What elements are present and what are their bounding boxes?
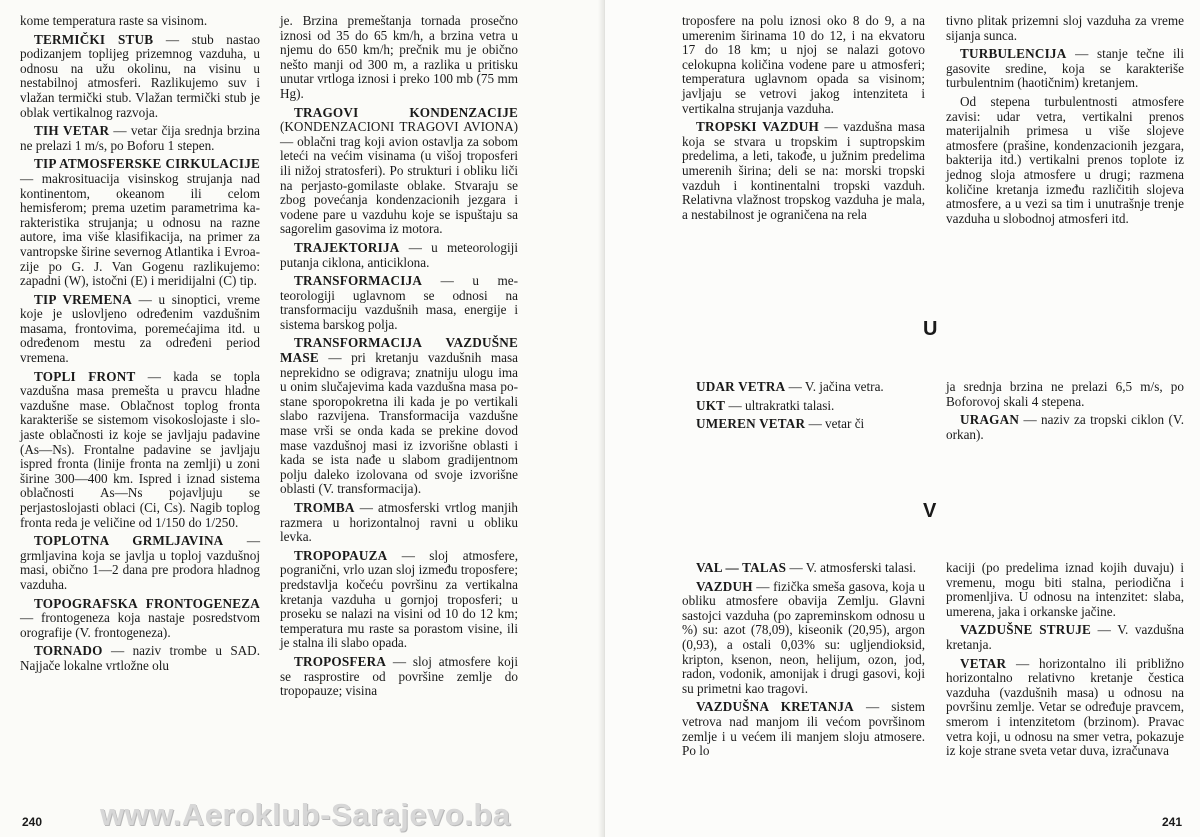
entry-continuation: je. Brzina premeštanja tornada prosečno iznosi od 35 do 65 km/h, a brzina vetra u njemu do 650 km/h; prečnik mu je obično nešto manji od 300 m, a razlika u pritisku unutar vrtloga iznosi i preko 100 mb (75 mm Hg). <box>280 13 518 101</box>
dictionary-entry <box>682 561 925 576</box>
entry-continuation: kome temperatura raste sa visinom. <box>20 13 208 28</box>
page-number-left: 240 <box>22 815 43 829</box>
entry-headword: TOPLOTNA GRMLJAVINA <box>34 533 224 549</box>
dictionary-entry <box>20 293 260 366</box>
dictionary-entry <box>20 534 260 592</box>
dictionary-entry <box>682 700 925 758</box>
entry-headword: TURBULENCIJA <box>960 46 1067 62</box>
entry-definition: — naziv za tropski ciklon (V. orkan). <box>946 412 1184 442</box>
entry-continuation: ja srednja brzina ne prelazi 6,5 m/s, po Boforovoj skali 4 stepena. <box>946 379 1184 409</box>
entry-headword: TRANSFORMACIJA VAZDUŠNE MASE <box>280 335 518 366</box>
entry-headword: TERMIČKI STUB <box>34 31 154 47</box>
dictionary-entry <box>682 399 925 414</box>
entry-definition: — kada se topla vazdušna masa premešta u pravcu hladne vazdušne mase. Oblačnost toplog fronta karakteriše se sistemom visokoslojaste i slojaste oblačnosti iz koje se javljaju padavine (As—Ns). Frontalne padavine se javljaju ispred fronta (linije fronta na zemlji) u zoni širine 300—400 km. Ispred i iznad sistema oblačnosti As—Ns pojavljuju se perjastoslojasti oblaci (Ci, Cs). Nagib toplog fronta reda je veličine od 1/150 do 1/250. <box>20 368 260 530</box>
entry-definition: — sistem vetrova nad manjom ili većom površinom zemlje i u većem ili manjem sloju atmosere. Po lo <box>682 699 925 759</box>
entry-definition: — stanje tečne ili gasovite sredine, koja se karakteriše turbulentnim (haotičnim) kretanjem. <box>946 46 1184 91</box>
left-col-1 <box>20 14 260 678</box>
dictionary-entry <box>946 623 1184 652</box>
entry-headword: TIH VETAR <box>34 123 110 139</box>
entry-headword: URAGAN <box>960 412 1020 428</box>
entry-definition: — sloj atmosfere, pogranični, vrlo uzan sloj između troposfere; predstavlja kočeću površinu za vertikalna kretanja vazduha u gornjoj troposferi; u proseku se nalazi na visini od 10 do 12 km; temperatura mu raste sa porastom visine, ili je stalna ili slabo opada. <box>280 547 518 651</box>
entry-headword: TOPLI FRONT <box>34 368 136 384</box>
entry-headword: VETAR <box>960 655 1007 671</box>
right-col-1 <box>682 14 925 226</box>
left-col-2 <box>280 14 518 703</box>
v-col-2 <box>946 561 1184 763</box>
entry-headword: VAZDUŠNE STRUJE <box>960 622 1092 638</box>
entry-definition: (KONDENZACIONI TRAGOVI AVIONA) — oblačni trag koji avion ostavlja za sobom leteći na većim visinama (u višoj troposferi ili nižoj stratosferi). Po strukturi i obliku liči na perjasto-gomilaste oblake. Stvaraju se zbog povećanja kondenzacionih jezgara i vodene pare u vazduhu koje se ispuštaju sa sagorelim gasovima iz motora. <box>280 119 518 237</box>
dictionary-entry <box>280 106 518 237</box>
right-page <box>605 0 1200 837</box>
dictionary-entry <box>682 380 925 395</box>
entry-headword: UDAR VETRA <box>696 379 786 394</box>
entry-definition: — sloj atmosfere koji se rasprostire od površine zemlje do tropopauze; visina <box>280 653 518 699</box>
dictionary-entry <box>20 33 260 121</box>
entry-continuation: Od stepena turbulentnosti atmosfere zavisi: udar vetra, vertikalni prenos materijalnih primesa u više slojeve atmosfere (prašine, kondenzacionih jezgara, bakterija itd.) vertikalni prenos toplote iz jednog sloja atmosfere u drugi; razmena količine kretanja između različitih slojeva atmosfere, a u vezi sa tim i unutrašnje trenje vazduha u slobodnoj atmosferi itd. <box>946 93 1184 226</box>
section-letter-u: U <box>923 318 938 340</box>
dictionary-entry <box>682 580 925 697</box>
dictionary-entry <box>20 597 260 641</box>
entry-definition: — pri kretanju vazdušnih masa neprekidno se odigrava; znatniju ulogu ima u onim slučajevima kada vazdušna masa postane sporopokretna ili kada je po vertikali slabo razvijena. Transformacija vazdušne mase vrši se onda kada se prekine dovod mase vazdušnoj masi iz izvorišne oblasti i kada se ista nađe u slabom gradijentnom polju daleko izolovana od svoje izvorišne oblasti (V. transformacija). <box>280 350 518 497</box>
u-col-1 <box>682 380 925 436</box>
entry-definition: — u meteorologiji putanja ciklona, anticiklona. <box>280 239 518 270</box>
entry-headword: TRANSFORMACIJA <box>294 273 423 289</box>
right-col-2 <box>946 14 1184 230</box>
entry-definition: — V. atmosferski talasi. <box>786 560 917 575</box>
dictionary-entry <box>280 241 518 270</box>
entry-headword: TRAGOVI KONDENZACIJE <box>294 104 518 120</box>
entry-definition: — u meteorologiji uglavnom se odnosi na transformaciju vazdušnih masa, energije i sistema barskog polja. <box>280 273 518 332</box>
u-col-2 <box>946 380 1184 446</box>
dictionary-entry <box>20 644 260 673</box>
entry-definition: — horizontalno ili približno horizontalno relativno kretanje čestica vazduha (vazdušnih masa) u odnosu na površinu zemlje. Vetar se određuje pravcem, smerom i intenzitetom (brzinom). Pravac vetra koji, u odnosu na smer vetra, pokazuje iz koje strane sveta vetar duva, izračunava <box>946 655 1184 759</box>
section-letter-v: V <box>923 500 937 522</box>
entry-definition: — grmljavina koja se javlja u toploj vazdušnoj masi, obično 1—2 dana pre prodora hladnog vazduha. <box>20 533 261 592</box>
entry-definition: — V. jačina vetra. <box>785 379 884 394</box>
entry-headword: VAZDUŠNA KRETANJA <box>696 699 854 715</box>
entry-headword: TROPOSFERA <box>294 653 387 669</box>
dictionary-entry <box>682 417 925 432</box>
dictionary-entry <box>946 413 1184 442</box>
entry-headword: TIP ATMOSFERSKE CIRKULACIJE <box>34 156 260 172</box>
entry-definition: — u sinoptici, vreme koje je uslovljeno određenim vazdušnim masama, frontovima, poremećajima itd. u određenom mestu za određeni period vremena. <box>20 291 260 366</box>
entry-definition: — V. vazdušna kretanja. <box>946 622 1184 652</box>
site-watermark: www.Aeroklub-Sarajevo.ba <box>100 797 511 832</box>
entry-definition: — vetar čija srednja brzina ne prelazi 1 m/s, po Boforu 1 stepen. <box>20 123 261 153</box>
dictionary-entry <box>280 274 518 332</box>
dictionary-entry <box>280 655 518 699</box>
entry-continuation: troposfere na polu iznosi oko 8 do 9, a na umerenim širinama 10 do 12, i na ekvatoru 17 do 18 km; u njoj se nalazi gotovo celokupna količina vodene pare u atmosferi; temperatura uglavnom opada sa visinom; javljaju se vetrovi jakog intenziteta i vertikalna strujanja vazduha. <box>682 13 925 116</box>
entry-headword: TRAJEKTORIJA <box>294 239 400 255</box>
entry-definition: — frontogeneza koja nastaje posredstvom orografije (V. frontogeneza). <box>20 610 260 640</box>
dictionary-entry <box>946 657 1184 759</box>
entry-definition: — ultrakratki talasi. <box>725 397 835 413</box>
dictionary-entry <box>280 549 518 651</box>
entry-headword: TORNADO <box>34 643 103 659</box>
entry-headword: TOPOGRAFSKA FRONTOGENEZA <box>34 595 260 611</box>
entry-headword: TROMBA <box>294 500 355 515</box>
dictionary-entry <box>280 336 518 497</box>
entry-headword: TIP VREMENA <box>34 291 132 307</box>
entry-headword: VAL — TALAS <box>696 560 787 575</box>
entry-headword: TROPOPAUZA <box>294 547 388 563</box>
dictionary-entry <box>682 120 925 222</box>
entry-definition: — vetar či <box>805 416 865 432</box>
entry-headword: UMEREN VETAR <box>696 416 806 432</box>
entry-definition: — vazdušna masa koja se stvara u tropskim i suptropskim predelima, a leti, takođe, u južnim predelima umerenih širina; deli se na: morski tropski vazduh i kontinentalni tropski vazduh. Relativna vlažnost tropskog vazduha je mala, a nestabilnost je ograničena na rela <box>682 119 925 222</box>
dictionary-entry <box>20 157 260 288</box>
entry-definition: — naziv trombe u SAD. Najjače lokalne vrtložne olu <box>20 643 260 673</box>
page-number-right: 241 <box>1161 815 1182 829</box>
entry-headword: UKT <box>696 397 726 413</box>
entry-continuation: kaciji (po predelima iznad kojih duvaju) i vremenu, mogu biti stalna, periodična i promenljiva. U odnosu na intenzitet: slaba, umerena, jaka i orkanske jačine. <box>946 560 1184 619</box>
entry-definition: — fizička smeša gasova, koja u obliku atmosfere obavija Zemlju. Glavni sastojci vazduha (po zapreminskom odnosu u %) su: azot (78,09), kiseonik (20,95), argon (0,93), a ostali 0,03% su: ugljendioksid, kripton, ksenon, neon, helijum, ozon, jod, radon, vodonik, amonijak i drugi gasovi, koji su primetni kao tragovi. <box>682 578 925 696</box>
entry-definition: — stub nastao podizanjem toplijeg prizemnog vazduha, u odnosu na užu okolinu, na visinu u nestabilnoj atmosferi. Razlikujemo suv i vlažan termički stub. Vlažan termički stub je oblak vertikalnog razvoja. <box>20 31 260 120</box>
dictionary-entry <box>946 47 1184 91</box>
dictionary-entry <box>20 370 260 531</box>
entry-continuation: tivno plitak prizemni sloj vazduha za vreme sijanja sunca. <box>946 13 1184 43</box>
entry-headword: VAZDUH <box>696 578 753 594</box>
entry-definition: — makrosituacija visinskog strujanja nad kontinentom, okeanom ili celom hemisferom; prema uzetim parametrima karakteristika strujanja; u odnosu na razne autore, ima više klasifikacija, na primer za vantropske širine severnog Atlantika i Evroazije po G. J. Van Gogenu razlikujemo: zapadni (W), istočni (E) i meridijalni (C) tip. <box>20 170 260 289</box>
dictionary-entry <box>280 501 518 545</box>
entry-headword: TROPSKI VAZDUH <box>696 119 819 135</box>
v-col-1 <box>682 561 925 763</box>
dictionary-entry <box>20 124 260 153</box>
entry-definition: — atmosferski vrtlog manjih razmera u horizontalnoj ravni u obliku levka. <box>280 500 518 545</box>
